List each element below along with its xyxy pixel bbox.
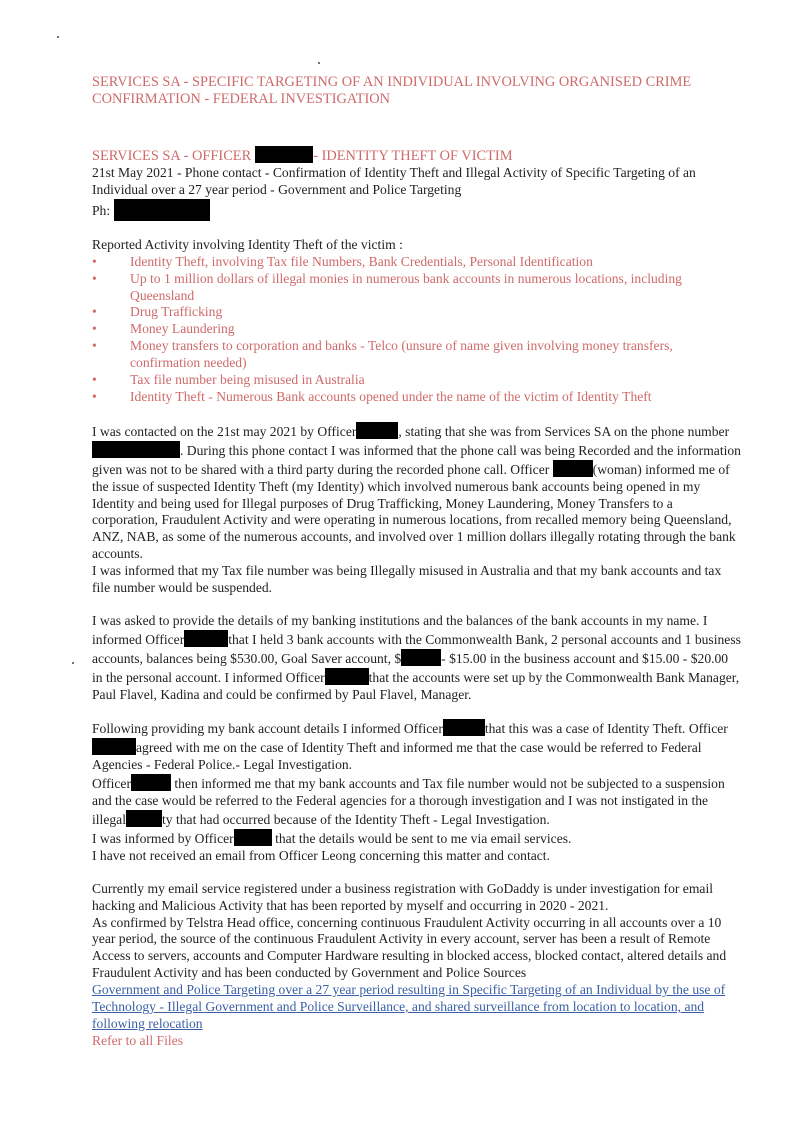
date-line: 21st May 2021 - Phone contact - Confirmation of Identity Theft and Illegal Activity of Specific Targeting of an Individual over a 27 year period - Government and Police Targeting [92, 165, 696, 197]
scan-speck [318, 62, 320, 64]
redaction-block [92, 738, 136, 755]
redaction-block [401, 649, 441, 666]
paragraph-email: Currently my email service registered under a business registration with GoDaddy is under investigation for email hacking and Malicious Activity that has been reported by myself and occurring in 2020 - 2021. As confirmed by Telstra Head office, concerning continuous Fraudulent Activity occurring in all accounts over a 10 year period, the source of the continuous Fraudulent Activity in every account, server has been a result of Remote Access to servers, accounts and Computer Hardware resulting in blocked access, blocked contact, altered details and Fraudulent Activity and has been conducted by Government and Police Sources Government and Police Targeting over a 27 year period resulting in Specific Targeting of an Individual by the use of Technology - Illegal Government and Police Surveillance, and shared surveillance from location to location, and following relocation Refer to all Files [92, 880, 727, 1048]
list-item: • Up to 1 million dollars of illegal monies in numerous bank accounts in numerous locations, including Queensland [92, 271, 742, 305]
list-item: • Identity Theft - Numerous Bank accounts opened under the name of the victim of Identity Theft [92, 389, 742, 406]
redaction-block [325, 668, 369, 685]
redaction-block [126, 810, 162, 827]
list-item: • Money Laundering [92, 321, 742, 338]
redaction-block [356, 422, 398, 439]
redaction-block [114, 199, 210, 221]
list-item: • Tax file number being misused in Australia [92, 372, 742, 389]
paragraph-identity-theft: Following providing my bank account details I informed Officer that this was a case of Identity Theft. Officeragreed with me on the case of Identity Theft and informed me that the case would be referred to Federal Agencies - Federal Police.- Legal Investigation. Officer then informed me that my bank accounts and Tax file number would not be subjected to a suspension and the case would be referred to the Federal agencies for a thorough investigation and I was not instigated in the illegal ty that had occurred because of the Identity Theft - Legal Investigation. I was informed by Officer that the details would be sent to me via email services. I have not received an email from Officer Leong concerning this matter and contact. [92, 721, 728, 863]
title-line-1: SERVICES SA - SPECIFIC TARGETING OF AN INDIVIDUAL INVOLVING ORGANISED CRIME [92, 74, 692, 90]
redaction-block [184, 630, 228, 647]
redaction-block [92, 441, 180, 458]
reported-list [92, 254, 742, 406]
heading-left: SERVICES SA - OFFICER [92, 148, 252, 164]
paragraph-banking: I was asked to provide the details of my banking institutions and the balances of the bank accounts in my name. I informed Officer that I held 3 bank accounts with the Commonwealth Bank, 2 personal accounts and 1 business accounts, balances being $530.00, Goal Saver account, $ - $15.00 in the business account and $15.00 - $20.00 in the personal account. I informed Officer that the accounts were set up by the Commonwealth Bank Manager, Paul Flavel, Kadina and could be confirmed by Paul Flavel, Manager. [92, 612, 741, 702]
refer-note: Refer to all Files [92, 1032, 183, 1048]
document-page [92, 74, 742, 1050]
redaction-block [443, 719, 485, 736]
redaction-block [131, 774, 171, 791]
document-title [92, 74, 742, 108]
section-heading [92, 146, 742, 165]
scan-speck [57, 36, 59, 38]
paragraph-contact: I was contacted on the 21st may 2021 by Officer , stating that she was from Services SA on the phone number . During this phone contact I was informed that the phone call was being Recorded and the information given was not to be shared with a third party during the recorded phone call. Officer (woman) informed me of the issue of suspected Identity Theft (my Identity) which involved numerous bank accounts being opened in my Identity and being used for Illegal purposes of Drug Trafficking, Money Laundering, Money Transfers to a corporation, Fraudulent Activity and were operating in numerous locations, from recalled memory being Queensland, ANZ, NAB, as some of the numerous accounts, and involved over 1 million dollars illegally rotating through the bank accounts. I was informed that my Tax file number was being Illegally misused in Australia and that my bank accounts and tax file number would be suspended. [92, 423, 741, 596]
list-item: • Money transfers to corporation and banks - Telco (unsure of name given involving money transfers, confirmation needed) [92, 338, 742, 372]
redaction-block [234, 829, 272, 846]
list-item: • Drug Trafficking [92, 304, 742, 321]
redaction-block [255, 146, 313, 163]
scan-speck [72, 662, 74, 664]
list-item: • Identity Theft, involving Tax file Numbers, Bank Credentials, Personal Identification [92, 254, 742, 271]
heading-right: - IDENTITY THEFT OF VICTIM [313, 148, 513, 164]
phone-label: Ph: [92, 202, 111, 218]
redaction-block [553, 460, 593, 477]
title-line-2: CONFIRMATION - FEDERAL INVESTIGATION [92, 91, 391, 107]
phone-line [92, 199, 742, 221]
targeting-link[interactable]: Government and Police Targeting over a 27 year period resulting in Specific Targeting of an Individual by the use of Technology - Illegal Government and Police Surveillance, and shared surveillance from location to location, and following relocation [92, 982, 726, 1031]
reported-intro: Reported Activity involving Identity Theft of the victim : [92, 236, 403, 252]
